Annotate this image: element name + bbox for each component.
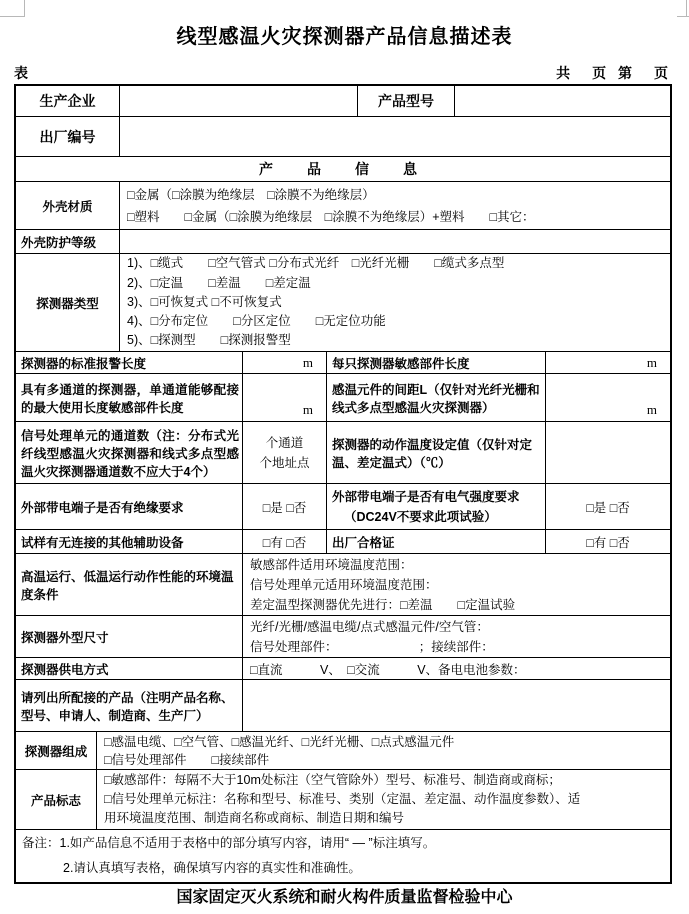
matched-products-label: 请列出所配接的产品（注明产品名称、型号、申请人、制造商、生产厂） bbox=[16, 680, 243, 731]
env-temp-condition-label: 高温运行、低温运行动作性能的环境温度条件 bbox=[16, 554, 243, 615]
shell-material-label: 外壳材质 bbox=[16, 182, 120, 229]
table-row bbox=[16, 254, 670, 352]
marking-option-line[interactable]: □信号处理单元标注：名称和型号、标准号、类别（定温、差定温、动作温度参数）、适 bbox=[104, 791, 581, 806]
certificate-have-none-checkboxes[interactable]: □有 □否 bbox=[586, 535, 630, 550]
sheet-label: 表 bbox=[14, 65, 28, 81]
page-number-label: 共 页 第 页 bbox=[556, 65, 672, 81]
protection-grade-label: 外壳防护等级 bbox=[16, 230, 120, 253]
table-row bbox=[16, 86, 670, 117]
matched-products-input-cell[interactable] bbox=[243, 680, 670, 731]
power-supply-checkboxes[interactable]: □直流 V、 □交流 V、备电电池参数： bbox=[250, 662, 526, 677]
electric-strength-line1: 外部带电端子是否有电气强度要求 bbox=[332, 489, 520, 504]
channel-count-label: 信号处理单元的通道数（注：分布式光纤线型感温火灾探测器和线式多点型感温火灾探测器通道数不应大于4个） bbox=[16, 422, 243, 483]
page-title: 线型感温火灾探测器产品信息描述表 bbox=[176, 26, 513, 48]
channel-unit-label: 个通道 bbox=[265, 435, 304, 450]
electric-strength-label bbox=[327, 484, 546, 529]
protection-grade-input-cell[interactable] bbox=[120, 230, 670, 253]
detector-type-option-line[interactable]: 1)、□缆式 □空气管式 □分布式光纤 □光纤光栅 □缆式多点型 bbox=[127, 256, 505, 271]
table-row bbox=[16, 616, 670, 658]
note-line-1: 备注：1.如产品信息不适用于表格中的部分填写内容，请用“ — ”标注填写。 bbox=[22, 836, 436, 850]
detector-composition-options bbox=[97, 732, 670, 769]
insulation-yes-no-checkboxes[interactable]: □是 □否 bbox=[243, 484, 327, 529]
sensitive-part-temp-range-field[interactable]: 敏感部件适用环境温度范围： bbox=[250, 557, 413, 572]
note-line-2: 2.请认真填写表格，确保填写内容的真实性和准确性。 bbox=[63, 861, 361, 875]
table-row bbox=[16, 554, 670, 616]
manufacturer-label: 生产企业 bbox=[16, 86, 120, 116]
serial-label: 出厂编号 bbox=[16, 117, 120, 156]
priority-test-checkboxes[interactable]: 差定温型探测器优先进行：□差温 □定温试验 bbox=[250, 597, 516, 612]
detector-type-option-line[interactable]: 5)、□探测型 □探测报警型 bbox=[127, 333, 291, 348]
table-row bbox=[16, 732, 670, 770]
marking-option-line: 用环境温度范围、制造商名称或商标、制造日期和编号 bbox=[104, 811, 405, 826]
product-marking-label: 产品标志 bbox=[16, 770, 97, 829]
table-row bbox=[16, 230, 670, 254]
detector-composition-label: 探测器组成 bbox=[16, 732, 97, 769]
shell-material-option-line[interactable]: □金属（□涂膜为绝缘层 □涂膜不为绝缘层） bbox=[127, 187, 375, 202]
table-row bbox=[16, 422, 670, 484]
dimension-line2-field[interactable]: 信号处理部件： ；接续部件： bbox=[250, 639, 494, 654]
shell-material-options bbox=[120, 182, 670, 229]
multichannel-length-label: 具有多通道的探测器，单通道能够配接的最大使用长度敏感部件长度 bbox=[16, 374, 243, 421]
channel-count-input-cell[interactable] bbox=[243, 422, 327, 483]
serial-input-cell[interactable] bbox=[120, 117, 670, 156]
aux-devices-label: 试样有无连接的其他辅助设备 bbox=[16, 530, 243, 553]
product-info-table bbox=[14, 84, 672, 884]
model-label: 产品型号 bbox=[358, 86, 455, 116]
detector-dimension-fields bbox=[243, 616, 670, 657]
detector-type-option-line[interactable]: 2)、□定温 □差温 □差定温 bbox=[127, 275, 311, 290]
composition-option-line[interactable]: □信号处理部件 □接续部件 bbox=[104, 752, 270, 767]
element-spacing-label: 感温元件的间距L（仅针对光纤光栅和线式多点型感温火灾探测器） bbox=[327, 374, 546, 421]
table-row bbox=[16, 530, 670, 554]
table-row bbox=[16, 484, 670, 530]
shell-material-option-line[interactable]: □塑料 □金属（□涂膜为绝缘层 □涂膜不为绝缘层）+塑料 □其它： bbox=[127, 209, 535, 224]
detector-type-label: 探测器类型 bbox=[16, 254, 120, 351]
std-alarm-length-input-cell[interactable]: m bbox=[243, 352, 327, 373]
std-alarm-length-label: 探测器的标准报警长度 bbox=[16, 352, 243, 373]
table-row bbox=[16, 182, 670, 230]
per-detector-length-input-cell[interactable]: m bbox=[646, 354, 657, 370]
per-detector-length-label: 每只探测器敏感部件长度 bbox=[327, 352, 546, 373]
multichannel-length-input-cell[interactable]: m bbox=[243, 374, 327, 421]
insulation-requirement-label: 外部带电端子是否有绝缘要求 bbox=[16, 484, 243, 529]
detector-type-option-line[interactable]: 4)、□分布定位 □分区定位 □无定位功能 bbox=[127, 314, 386, 329]
composition-option-line[interactable]: □感温电缆、□空气管、□感温光纤、□光纤光栅、□点式感温元件 bbox=[104, 734, 455, 749]
detector-type-option-line[interactable]: 3)、□可恢复式 □不可恢复式 bbox=[127, 294, 282, 309]
action-temp-label: 探测器的动作温度设定值（仅针对定温、差定温式）（℃） bbox=[327, 422, 546, 483]
table-row bbox=[16, 770, 670, 830]
env-temp-condition-fields bbox=[243, 554, 670, 615]
action-temp-input-cell[interactable] bbox=[546, 422, 670, 483]
product-marking-options bbox=[97, 770, 670, 829]
detector-type-options bbox=[120, 254, 670, 351]
dimension-line1-field[interactable]: 光纤/光栅/感温电缆/点式感温元件/空气管： bbox=[250, 619, 489, 634]
manufacturer-input-cell[interactable] bbox=[120, 86, 358, 116]
factory-certificate-label: 出厂合格证 bbox=[327, 530, 546, 553]
electric-strength-yes-no-checkboxes[interactable]: □是 □否 bbox=[586, 500, 630, 515]
inspection-center-footer: 国家固定灭火系统和耐火构件质量监督检验中心 bbox=[176, 889, 513, 906]
signal-unit-temp-range-field[interactable]: 信号处理单元适用环境温度范围： bbox=[250, 577, 438, 592]
address-point-unit-label: 个地址点 bbox=[259, 455, 310, 470]
detector-dimension-label: 探测器外型尺寸 bbox=[16, 616, 243, 657]
model-input-cell[interactable] bbox=[455, 86, 670, 116]
element-spacing-input-cell[interactable]: m bbox=[646, 402, 657, 417]
table-row bbox=[16, 374, 670, 422]
table-row bbox=[16, 352, 670, 374]
section-header-row bbox=[16, 157, 670, 182]
table-row bbox=[16, 658, 670, 680]
table-caption-line bbox=[14, 63, 672, 83]
aux-devices-have-none-checkboxes[interactable]: □有 □否 bbox=[243, 530, 327, 553]
table-row bbox=[16, 117, 670, 157]
table-row bbox=[16, 680, 670, 732]
power-supply-label: 探测器供电方式 bbox=[16, 658, 243, 679]
section-title: 产 品 信 息 bbox=[259, 161, 427, 177]
electric-strength-line2: （DC24V不要求此项试验） bbox=[344, 509, 497, 524]
notes-row bbox=[16, 830, 670, 882]
marking-option-line[interactable]: □敏感部件：每隔不大于10m处标注（空气管除外）型号、标准号、制造商或商标； bbox=[104, 772, 561, 787]
notes-cell bbox=[16, 830, 670, 882]
